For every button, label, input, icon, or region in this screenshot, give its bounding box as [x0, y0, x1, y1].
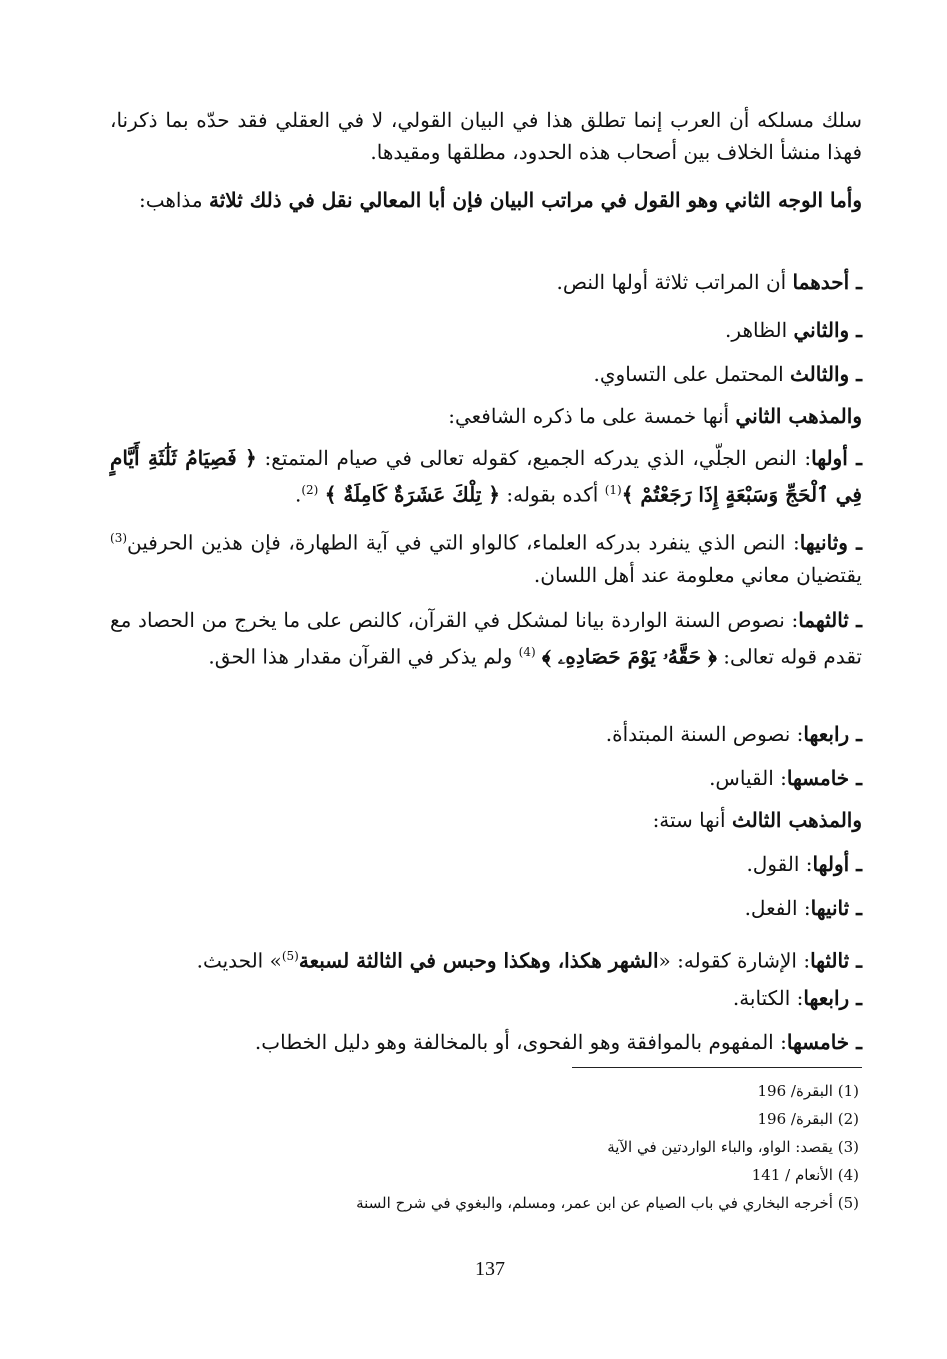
school3-item1: ـ أولها: القول.	[746, 852, 862, 876]
school2-item5: ـ خامسها: القياس.	[709, 766, 862, 790]
footnote-2: (2) البقرة/ 196	[757, 1110, 859, 1128]
footnote-4: (4) الأنعام / 141	[751, 1166, 859, 1184]
footnote-1: (1) البقرة/ 196	[757, 1082, 859, 1100]
school3-heading: والمذهب الثالث أنها ستة:	[652, 808, 862, 832]
school3-item2: ـ ثانيها: الفعل.	[744, 896, 862, 920]
paragraph-second-aspect	[110, 184, 862, 216]
page-number: 137	[475, 1258, 505, 1280]
verse-1: ﴿ فَصِيَامُ ثَلَٰثَةِ أَيَّامٍ فِي ٱلْحَجِّ وَسَبْعَةٍ إِذَا رَجَعْتُمْ ﴾	[110, 446, 862, 507]
school2-item3: ـ ثالثهما: نصوص السنة الواردة بيانا لمشكل في القرآن، كالنص على ما يخرج من الحصاد مع تقدم قوله تعالى: ﴿ حَقَّهُۥ يَوْمَ حَصَادِهِۦ ﴾ $^{(4)}$ ولم يذكر في القرآن مقدار هذا الحق.	[110, 608, 862, 669]
school1-item2: ـ والثاني الظاهر.	[725, 318, 862, 342]
school3-item3: ـ ثالثها: الإشارة كقوله: «الشهر هكذا، وهكذا وحبس في الثالثة لسبعة$^{(5)}$» الحديث.	[196, 948, 862, 973]
verse-3: ﴿ حَقَّهُۥ يَوْمَ حَصَادِهِۦ ﴾	[542, 644, 717, 669]
footnote-separator	[572, 1067, 862, 1068]
school2-item2: ـ وثانيها: النص الذي ينفرد بدركه العلماء، كالواو التي في آية الطهارة، فإن هذين الحرفين$^{(3)}$ يقتضيان معاني معلومة عند أهل اللسان.	[110, 530, 862, 587]
verse-2: ﴿ تِلْكَ عَشَرَةٌ كَامِلَةٌ ﴾	[324, 482, 501, 507]
school1-item3: ـ والثالث المحتمل على التساوي.	[593, 362, 862, 386]
hadith-quote: الشهر هكذا، وهكذا وحبس في الثالثة لسبعة	[298, 948, 659, 973]
school3-item4: ـ رابعها: الكتابة.	[732, 986, 862, 1010]
school2-item4: ـ رابعها: نصوص السنة المبتدأة.	[605, 722, 862, 746]
paragraph-intro: سلك مسلكه أن العرب إنما تطلق هذا في البيان القولي، لا في العقلي فقد حدّه بما ذكرنا، فهذا منشأ الخلاف بين أصحاب هذه الحدود، مطلقها ومقيدها.	[110, 108, 862, 164]
school2-item1: ـ أولها: النص الجلّي، الذي يدركه الجميع، كقوله تعالى في صيام المتمتع: ﴿ فَصِيَامُ ثَلَٰثَةِ أَيَّامٍ فِي ٱلْحَجِّ وَسَبْعَةٍ إِذَا رَجَعْتُمْ ﴾$^{(1)}$ أكده بقوله: ﴿ تِلْكَ عَشَرَةٌ كَامِلَةٌ ﴾ $^{(2)}$.	[110, 446, 862, 507]
second-aspect-lead: وأما الوجه الثاني وهو القول في مراتب البيان فإن أبا المعالي نقل في ذلك ثلاثة	[209, 188, 862, 212]
school1-item1: ـ أحدهما أن المراتب ثلاثة أولها النص.	[556, 270, 862, 294]
school3-item5: ـ خامسها: المفهوم بالموافقة وهو الفحوى، أو بالمخالفة وهو دليل الخطاب.	[254, 1030, 862, 1054]
school2-heading: والمذهب الثاني أنها خمسة على ما ذكره الشافعي:	[448, 404, 862, 428]
footnote-3: (3) يقصد: الواو، والباء الواردتين في الآية	[607, 1138, 859, 1156]
second-aspect-rest: مذاهب:	[138, 188, 203, 212]
footnote-5: (5) أخرجه البخاري في باب الصيام عن ابن عمر، ومسلم، والبغوي في شرح السنة	[356, 1194, 859, 1212]
